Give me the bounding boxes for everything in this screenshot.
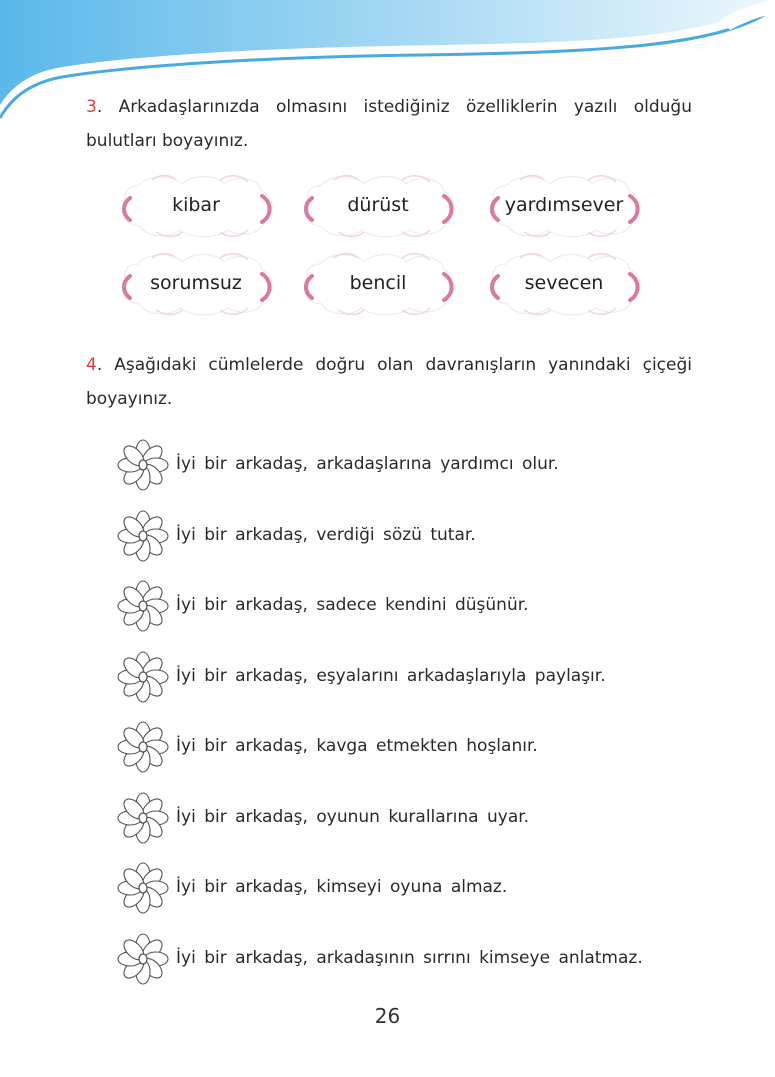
cloud-label: bencil [349, 272, 407, 294]
statement-text: İyi bir arkadaş, verdiği sözü tutar. [176, 524, 476, 545]
cloud-2[interactable] [484, 170, 644, 240]
statement-text: İyi bir arkadaş, arkadaşının sırrını kimseye anlatmaz. [176, 947, 643, 968]
cloud-label: sorumsuz [150, 272, 242, 294]
statement-text: İyi bir arkadaş, arkadaşlarına yardımcı olur. [176, 454, 559, 474]
statement-text: İyi bir arkadaş, eşyalarını arkadaşlarıyla paylaşır. [176, 665, 606, 686]
flower-icon[interactable] [116, 438, 170, 492]
cloud-label: kibar [172, 194, 220, 216]
statement-text: İyi bir arkadaş, kavga etmekten hoşlanır. [176, 736, 538, 756]
cloud-label: yardımsever [504, 194, 624, 216]
cloud-5[interactable] [484, 248, 644, 318]
cloud-label: dürüst [347, 194, 409, 216]
flower-icon[interactable] [116, 579, 170, 633]
flower-icon[interactable] [116, 720, 170, 774]
cloud-0[interactable] [116, 170, 276, 240]
cloud-1[interactable] [298, 170, 458, 240]
flower-icon[interactable] [116, 509, 170, 563]
flower-icon[interactable] [116, 932, 170, 986]
question-4-text: . Aşağıdaki cümlelerde doğru olan davranışların yanındaki çiçeği boyayınız. [86, 355, 692, 409]
question-3 [86, 90, 692, 158]
question-3-text: . Arkadaşlarınızda olmasını istediğiniz özelliklerin yazılı olduğu bulutları boyayınız. [86, 97, 692, 151]
flower-icon[interactable] [116, 650, 170, 704]
flower-icon[interactable] [116, 791, 170, 845]
statement-text: İyi bir arkadaş, oyunun kurallarına uyar. [176, 806, 530, 827]
question-4-number: 4 [86, 355, 97, 375]
statement-text: İyi bir arkadaş, sadece kendini düşünür. [176, 595, 529, 615]
question-3-number: 3 [86, 97, 97, 117]
statement-text: İyi bir arkadaş, kimseyi oyuna almaz. [176, 877, 508, 897]
cloud-3[interactable] [116, 248, 276, 318]
flower-icon[interactable] [116, 861, 170, 915]
page-number: 26 [374, 1004, 401, 1028]
cloud-label: sevecen [524, 272, 604, 294]
cloud-4[interactable] [298, 248, 458, 318]
question-4 [86, 348, 692, 416]
